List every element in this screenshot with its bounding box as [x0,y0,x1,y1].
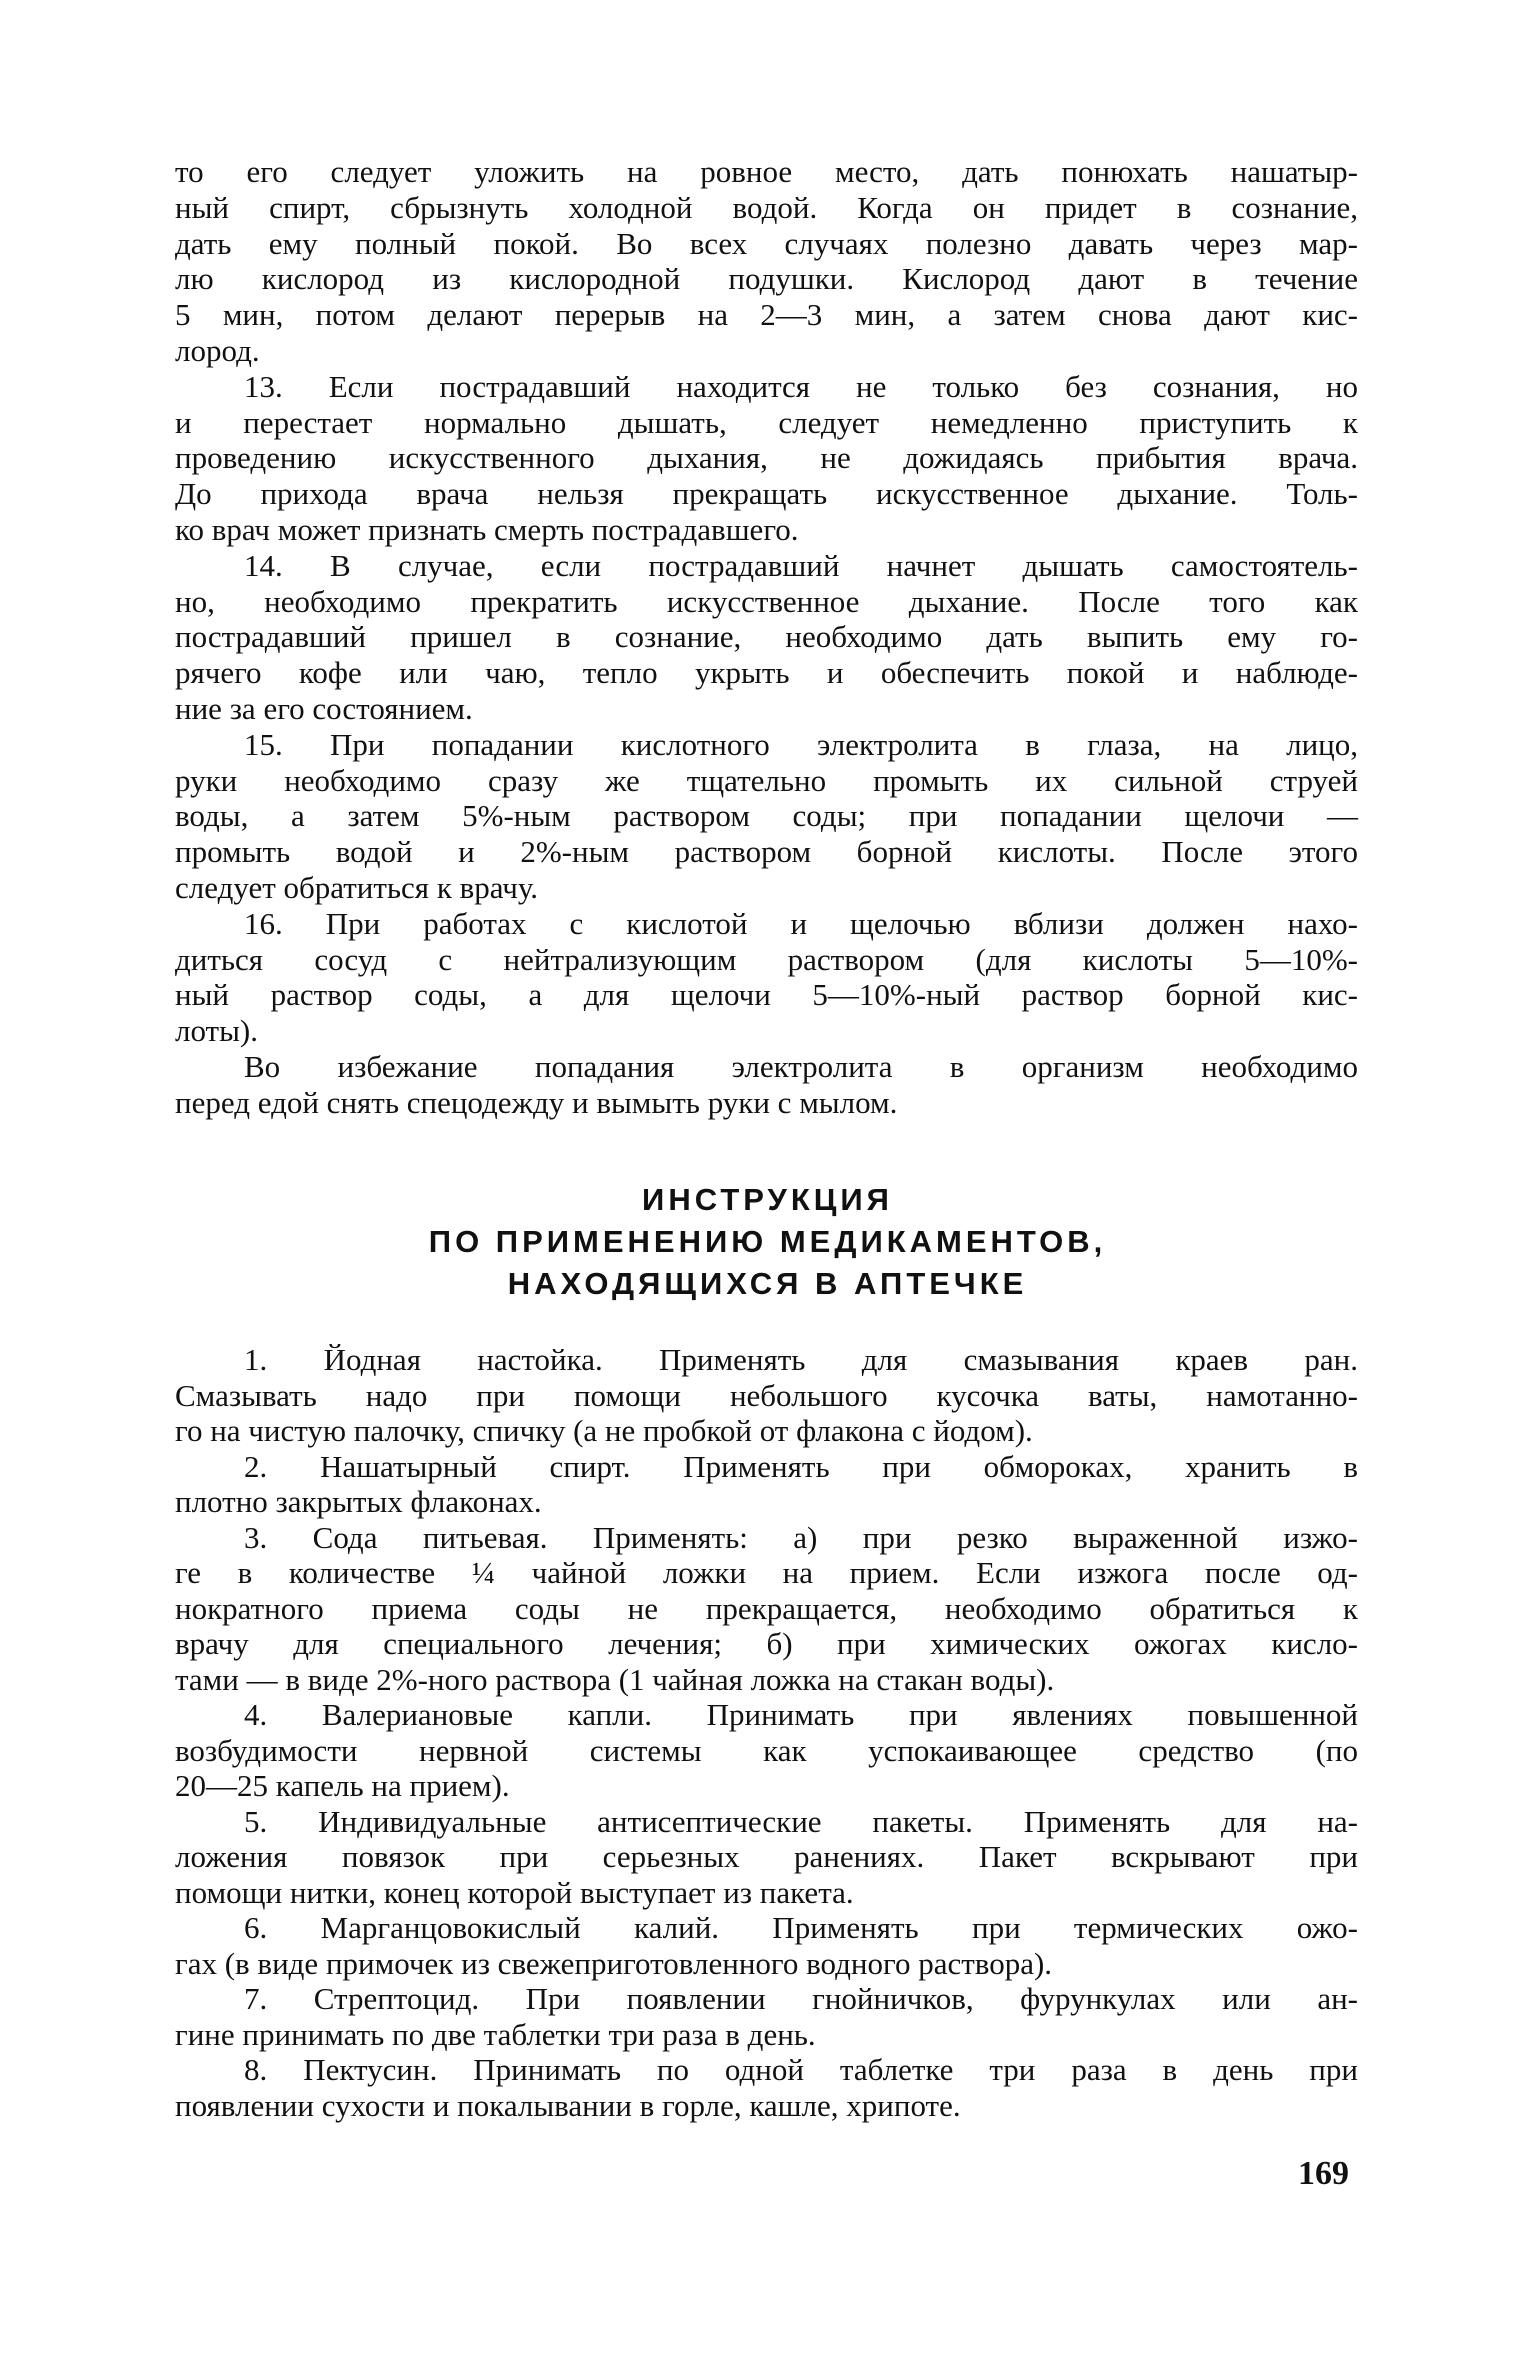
text-line: 5 мин, потом делают перерыв на 2—3 мин, а затем снова дают кис- [175,297,1358,333]
paragraph [175,1910,1358,1981]
text-line: то его следует уложить на ровное место, дать понюхать нашатыр- [175,154,1358,189]
section-heading [0,1179,1535,1305]
text-line: воды, а затем 5%-ным раствором соды; при попадании щелочи — [175,798,1358,834]
text-line: руки необходимо сразу же тщательно промыть их сильной струей [175,762,1358,798]
paragraph [175,1697,1358,1804]
text-line: лю кислород из кислородной подушки. Кислород дают в течение [175,261,1358,297]
text-line: проведению искусственного дыхания, не дожидаясь прибытия врача. [175,440,1358,476]
text-line: и перестает нормально дышать, следует немедленно приступить к [175,404,1358,440]
text-line: пострадавший пришел в сознание, необходимо дать выпить ему го- [175,619,1358,655]
paragraph [175,154,1358,369]
paragraph [175,1981,1358,2052]
text-line: 15. При попадании кислотного электролита в глаза, на лицо, [244,726,1358,762]
text-line: го на чистую палочку, спичку (а не пробкой от флакона с йодом). [175,1413,1033,1448]
text-line: помощи нитки, конец которой выступает из пакета. [175,1874,854,1910]
text-line: диться сосуд с нейтрализующим раствором (для кислоты 5—10%- [175,941,1358,977]
text-line: ние за его состоянием. [175,690,473,726]
paragraph [175,1342,1358,1449]
text-line: ге в количестве ¼ чайной ложки на прием. Если изжога после од- [175,1555,1358,1590]
medication-list [175,1342,1358,2123]
text-line: нократного приема соды не прекращается, необходимо обратиться к [175,1590,1358,1626]
paragraph [175,548,1358,727]
heading-line: ИНСТРУКЦИЯ [642,1182,893,1217]
heading-line: НАХОДЯЩИХСЯ В АПТЕЧКЕ [507,1266,1028,1301]
body-text-section [175,154,1358,1121]
text-line: Смазывать надо при помощи небольшого кусочка ваты, намотанно- [175,1377,1358,1413]
text-line: гине принимать по две таблетки три раза в день. [175,2016,816,2052]
text-line: тами — в виде 2%-ного раствора (1 чайная ложка на стакан воды). [175,1661,1055,1697]
text-line: До прихода врача нельзя прекращать искусственное дыхание. Толь- [175,476,1358,512]
text-line: 16. При работах с кислотой и щелочью вблизи должен нахо- [244,905,1358,941]
text-line: ко врач может признать смерть пострадавшего. [175,511,799,547]
text-line: 6. Марганцовокислый калий. Применять при термических ожо- [244,1910,1358,1945]
text-line: возбудимости нервной системы как успокаивающее средство (по [175,1732,1358,1768]
text-line: 8. Пектусин. Принимать по одной таблетке три раза в день при [244,2052,1358,2087]
paragraph [175,906,1358,1049]
text-line: 1. Йодная настойка. Применять для смазывания краев ран. [244,1342,1358,1377]
text-line: лород. [175,332,260,368]
heading-line: ПО ПРИМЕНЕНИЮ МЕДИКАМЕНТОВ, [428,1224,1107,1259]
page-number: 169 [1298,2155,1349,2192]
text-line: 5. Индивидуальные антисептические пакеты. Применять для на- [244,1803,1358,1839]
text-line: дать ему полный покой. Во всех случаях полезно давать через мар- [175,225,1358,261]
paragraph [175,1520,1358,1698]
text-line: плотно закрытых флаконах. [175,1484,542,1519]
text-line: гах (в виде примочек из свежеприготовленного водного раствора). [175,1945,1053,1981]
paragraph [175,1449,1358,1520]
text-line: 4. Валериановые капли. Принимать при явлениях повышенной [244,1697,1358,1732]
text-line: следует обратиться к врачу. [175,869,539,905]
text-line: 7. Стрептоцид. При появлении гнойничков, фурункулах или ан- [244,1981,1358,2016]
paragraph [175,369,1358,548]
text-line: Во избежание попадания электролита в организм необходимо [244,1048,1358,1084]
text-line: лоты). [175,1013,259,1049]
text-line: ный спирт, сбрызнуть холодной водой. Когда он придет в сознание, [175,189,1358,225]
paragraph [175,2052,1358,2123]
paragraph [175,727,1358,906]
text-line: промыть водой и 2%-ным раствором борной кислоты. После этого [175,834,1358,870]
text-line: врачу для специального лечения; б) при химических ожогах кисло- [175,1626,1358,1661]
paragraph [175,1049,1358,1121]
text-line: ный раствор соды, а для щелочи 5—10%-ный раствор борной кис- [175,977,1358,1013]
text-line: 20—25 капель на прием). [175,1768,510,1803]
text-line: ложения повязок при серьезных ранениях. Пакет вскрывают при [175,1839,1358,1874]
text-line: 13. Если пострадавший находится не только без сознания, но [244,368,1358,404]
paragraph [175,1804,1358,1911]
text-line: 14. В случае, если пострадавший начнет дышать самостоятель- [244,547,1358,583]
text-line: рячего кофе или чаю, тепло укрыть и обеспечить покой и наблюде- [175,655,1358,691]
text-line: 3. Сода питьевая. Применять: а) при резко выраженной изжо- [244,1519,1358,1555]
text-line: но, необходимо прекратить искусственное дыхание. После того как [175,583,1358,619]
text-line: 2. Нашатырный спирт. Применять при обмороках, хранить в [244,1448,1358,1484]
text-line: появлении сухости и покалывании в горле, кашле, хрипоте. [175,2087,961,2123]
text-line: перед едой снять спецодежду и вымыть руки с мылом. [175,1084,898,1120]
